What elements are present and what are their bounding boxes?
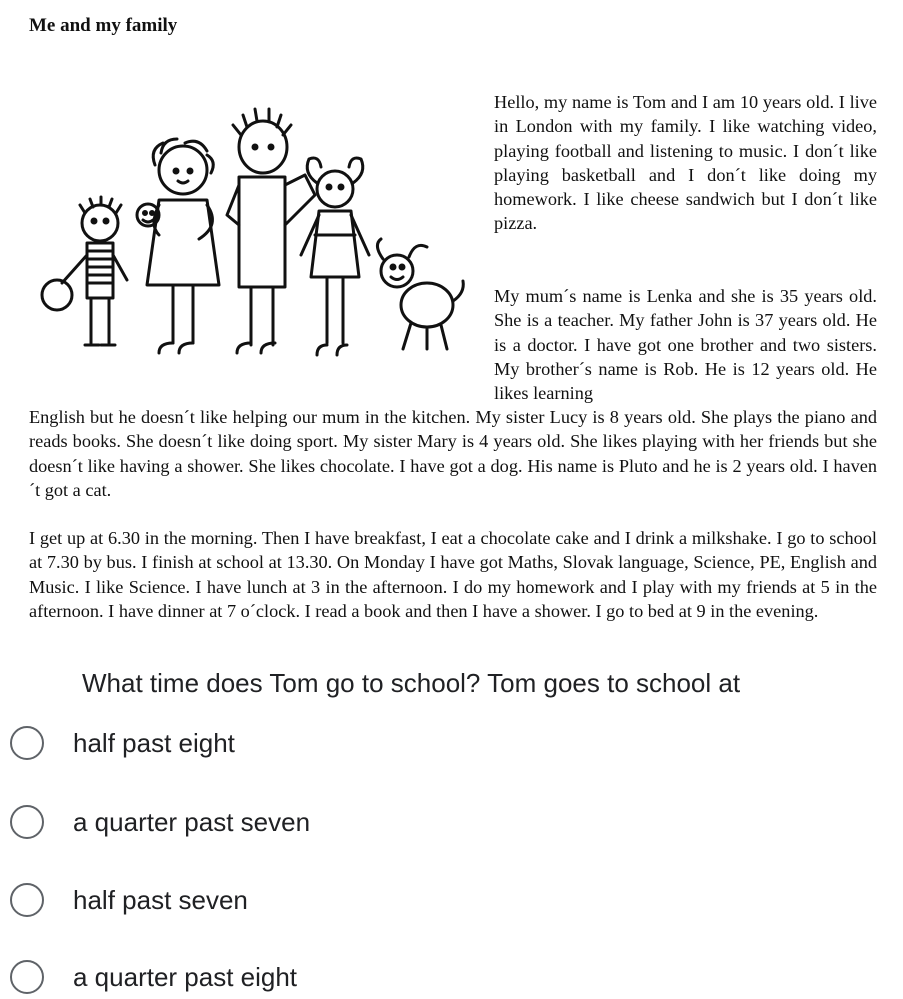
radio-button[interactable] (10, 805, 44, 839)
option-half-past-seven[interactable] (10, 878, 248, 922)
boy-figure (42, 197, 127, 345)
radio-button[interactable] (10, 960, 44, 994)
option-half-past-eight[interactable] (10, 721, 235, 765)
option-label: half past eight (73, 727, 235, 758)
family-illustration (35, 105, 475, 370)
mum-figure (137, 139, 219, 353)
dad-figure (227, 109, 315, 353)
radio-button[interactable] (10, 883, 44, 917)
option-label: half past seven (73, 884, 248, 915)
dog-figure (377, 239, 463, 349)
paragraph-intro: Hello, my name is Tom and I am 10 years old. I live in London with my family. I like watching video, playing football and listening to music. I don´t like playing basketball and I don´t like doing my homework. I like cheese sandwich but I don´t like pizza. (494, 92, 877, 234)
document-title: Me and my family (29, 15, 178, 36)
question-text: What time does Tom go to school? Tom goes to school at (82, 668, 741, 698)
option-quarter-past-seven[interactable] (10, 800, 310, 844)
paragraph-daily-routine: I get up at 6.30 in the morning. Then I have breakfast, I eat a chocolate cake and I drink a milkshake. I go to school at 7.30 by bus. I finish at school at 13.30. On Monday I have got Maths, Slovak language, Science, PE, English and Music. I like Science. I have lunch at 3 in the afternoon. I do my homework and I play with my friends at 5 in the afternoon. I have dinner at 7 o´clock. I read a book and then I have a shower. I go to bed at 9 in the evening. (29, 528, 877, 621)
option-label: a quarter past eight (73, 961, 298, 992)
option-label: a quarter past seven (73, 806, 311, 837)
paragraph-family-start: My mum´s name is Lenka and she is 35 years old. She is a teacher. My father John is 37 years old. He is a doctor. I have got one brother and two sisters. My brother´s name is Rob. He is 12 years old. He likes learning (494, 286, 877, 404)
radio-button[interactable] (10, 726, 44, 760)
option-quarter-past-eight[interactable] (10, 955, 297, 999)
paragraph-family-end: English but he doesn´t like helping our mum in the kitchen. My sister Lucy is 8 years old. She plays the piano and reads books. She doesn´t like doing sport. My sister Mary is 4 years old. She likes playing with her friends but she doesn´t like having a shower. She likes chocolate. I have got a dog. His name is Pluto and he is 2 years old. I haven´t got a cat. (29, 407, 877, 500)
